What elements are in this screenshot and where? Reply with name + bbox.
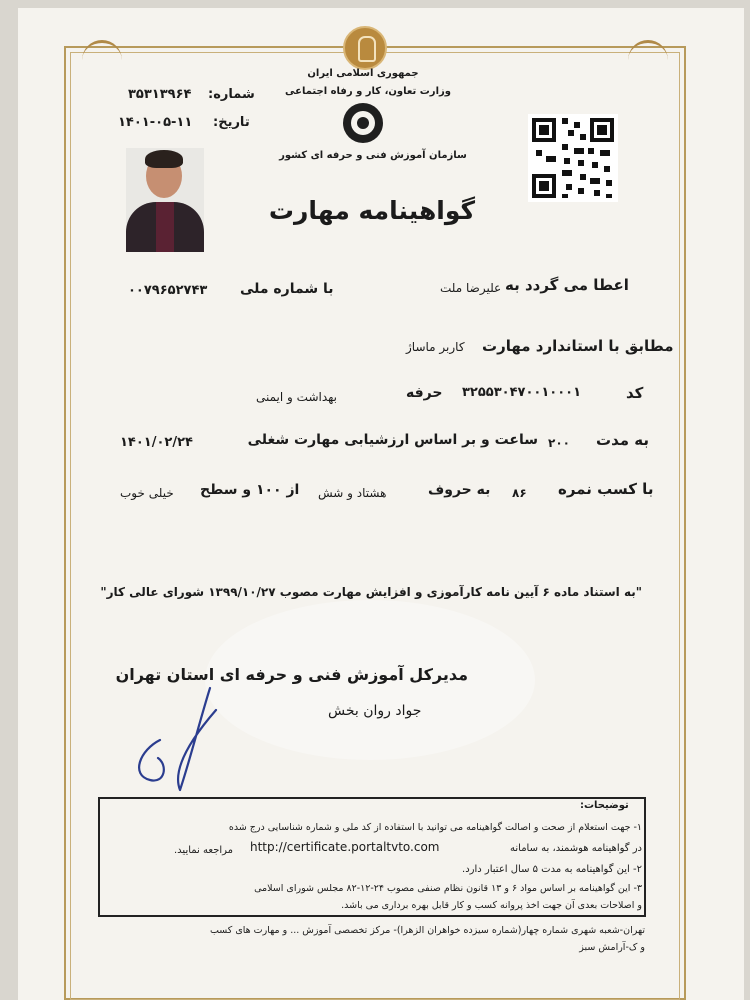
date-value: ۱۴۰۱-۰۵-۱۱: [118, 115, 193, 130]
level-value: خیلی خوب: [120, 486, 174, 500]
score-label: با کسب نمره: [558, 480, 654, 498]
certificate-title: گواهینامه مهارت: [268, 196, 476, 225]
note-line-3: ۲- این گواهینامه به مدت ۵ سال اعتبار دارد.: [462, 864, 642, 875]
holder-photo: [126, 148, 204, 252]
holder-name: علیرضا ملت: [440, 281, 502, 295]
code-value: ۳۲۵۵۳۰۴۷۰۰۱۰۰۰۱: [462, 385, 582, 400]
notes-heading: توضیحات:: [580, 800, 629, 811]
standard-label: مطابق با استاندارد مهارت: [482, 337, 674, 355]
evaluation-date: ۱۴۰۱/۰۲/۲۴: [120, 435, 193, 450]
words-label: به حروف: [428, 482, 491, 498]
code-label: کد: [626, 384, 644, 402]
qr-code-icon: [528, 114, 618, 202]
tvto-logo-icon: [343, 103, 383, 143]
signatory-name: جواد روان بخش: [328, 703, 422, 719]
date-label: تاریخ:: [213, 115, 250, 130]
national-id-value: ۰۰۷۹۶۵۲۷۴۳: [128, 283, 208, 298]
hours-text: ساعت و بر اساس ارزشیابی مهارت شغلی: [247, 432, 538, 448]
note-line-1: ۱- جهت استعلام از صحت و اصالت گواهینامه می توانید با استفاده از کد ملی و شماره شناسایی درج شده: [228, 822, 642, 833]
note-line-4: ۳- این گواهینامه بر اساس مواد ۶ و ۱۳ قانون نظام صنفی مصوب ۲۴-۱۲-۸۲ مجلس شورای اسلامی: [254, 883, 642, 894]
trade-label: حرفه: [406, 385, 443, 401]
notes-box: [98, 797, 646, 917]
legal-basis: "به استناد ماده ۶ آیین نامه کارآموزی و افزایش مهارت مصوب ۱۳۹۹/۱۰/۲۷ شورای عالی کار": [100, 585, 642, 599]
note-line-2-end: مراجعه نمایید.: [174, 845, 234, 856]
national-id-label: با شماره ملی: [240, 281, 334, 297]
signature-icon: [120, 680, 240, 800]
country-name: جمهوری اسلامی ایران: [307, 68, 419, 79]
standard-value: کاربر ماساژ: [406, 340, 465, 354]
organization-name: سازمان آموزش فنی و حرفه ای کشور: [279, 150, 467, 161]
signatory-title: مدیرکل آموزش فنی و حرفه ای استان تهران: [115, 665, 468, 684]
iran-emblem-icon: [343, 26, 387, 70]
duration-label: به مدت: [596, 431, 649, 449]
ministry-name: وزارت تعاون، کار و رفاه اجتماعی: [285, 86, 451, 97]
words-value: هشتاد و شش: [318, 486, 387, 500]
footer-line-2: و ک-آرامش سبز: [579, 942, 645, 953]
granted-label: اعطا می گردد به: [505, 276, 629, 294]
duration-value: ۲۰۰: [548, 436, 570, 450]
number-label: شماره:: [208, 87, 255, 102]
footer-line-1: تهران-شعبه شهری شماره چهار(شماره سیزده خواهران الزهرا)- مرکز تخصصی آموزش ... و مهارت های کسب: [209, 925, 645, 936]
note-line-5: و اصلاحات بعدی آن جهت اخذ پروانه کسب و کار قابل بهره برداری می باشد.: [341, 900, 642, 911]
verification-link[interactable]: http://certificate.portaltvto.com: [250, 840, 440, 854]
score-value: ۸۶: [512, 486, 527, 500]
number-value: ۳۵۳۱۳۹۶۴: [128, 87, 192, 102]
note-line-2-start: در گواهینامه هوشمند، به سامانه: [510, 843, 642, 854]
trade-value: بهداشت و ایمنی: [256, 390, 337, 404]
score-scale-text: از ۱۰۰ و سطح: [200, 482, 300, 498]
